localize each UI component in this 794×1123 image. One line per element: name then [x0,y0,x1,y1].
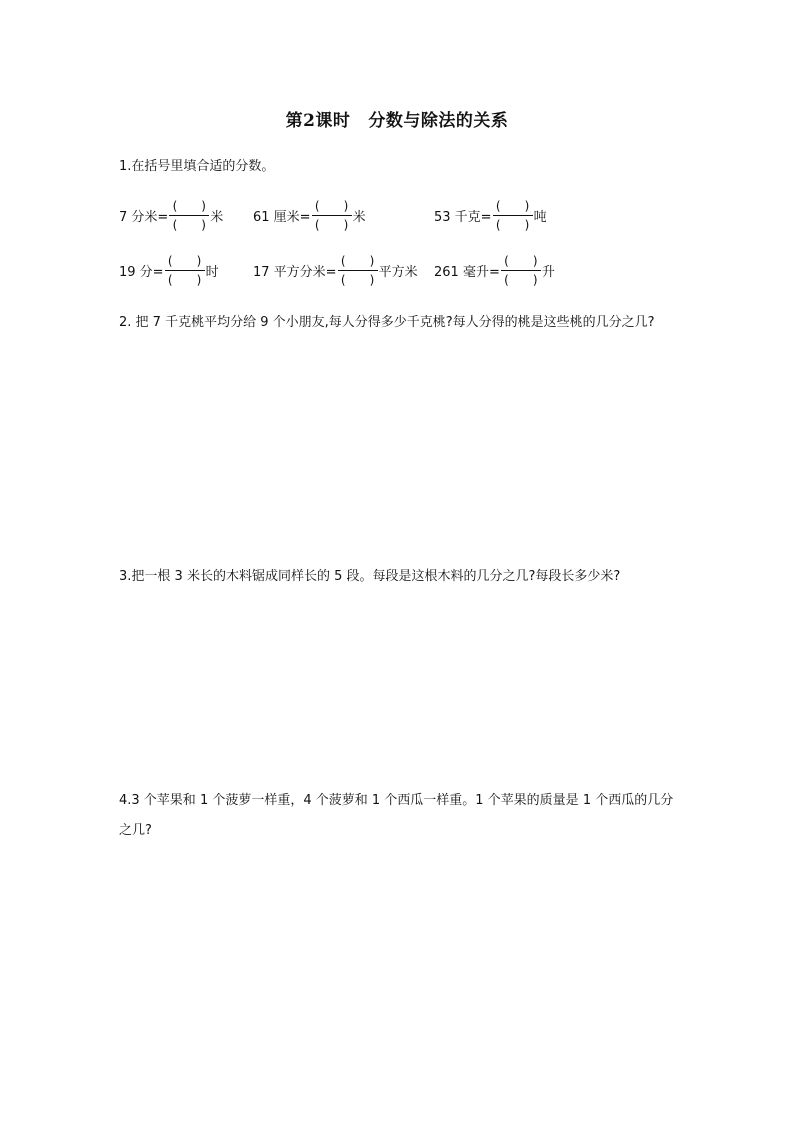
item-unit: 升 [541,264,555,280]
item-prefix: 17 平方分米= [253,264,337,280]
denominator-blank[interactable]: ( ) [314,217,349,232]
denominator-blank[interactable]: ( ) [340,272,375,287]
fraction-blank[interactable] [501,248,541,292]
fraction-blank[interactable] [165,248,205,292]
item-unit: 米 [352,209,366,225]
conversion-item-1 [119,193,223,237]
denominator-blank[interactable]: ( ) [504,272,538,287]
fraction-blank[interactable] [493,193,533,237]
numerator-blank[interactable]: ( ) [172,198,206,213]
item-prefix: 261 毫升= [434,264,500,280]
conversion-item-3 [434,193,547,237]
numerator-blank[interactable]: ( ) [504,253,538,268]
lesson-topic: 分数与除法的关系 [368,111,509,131]
conversion-item-6 [434,248,555,292]
conversion-item-5 [253,248,418,292]
numerator-blank[interactable]: ( ) [495,198,530,213]
denominator-blank[interactable]: ( ) [495,217,530,232]
denominator-blank[interactable]: ( ) [167,272,202,287]
item-unit: 米 [210,209,224,225]
question-3-text: 3.把一根 3 米长的木料锯成同样长的 5 段。每段是这根木料的几分之几?每段长多少米? [119,569,621,584]
item-unit: 平方米 [378,264,418,280]
item-prefix: 53 千克= [434,209,492,225]
page-title [0,106,794,131]
numerator-blank[interactable]: ( ) [167,253,202,268]
numerator-blank[interactable]: ( ) [314,198,349,213]
question-2-text: 2. 把 7 千克桃平均分给 9 个小朋友,每人分得多少千克桃?每人分得的桃是这些桃的几分之几? [119,315,655,330]
fraction-row-1 [0,193,794,237]
lesson-number: 第2课时 [285,111,351,131]
item-unit: 时 [205,264,219,280]
item-prefix: 19 分= [119,264,164,280]
fraction-row-2 [0,248,794,292]
fraction-blank[interactable] [312,193,352,237]
item-prefix: 7 分米= [119,209,169,225]
numerator-blank[interactable]: ( ) [340,253,375,268]
item-unit: 吨 [533,209,547,225]
question-1-prompt: 1.在括号里填合适的分数。 [119,159,275,174]
denominator-blank[interactable]: ( ) [172,217,206,232]
item-prefix: 61 厘米= [253,209,311,225]
fraction-blank[interactable] [169,193,209,237]
conversion-item-4 [119,248,219,292]
fraction-blank[interactable] [338,248,378,292]
question-4-text: 4.3 个苹果和 1 个菠萝一样重，4 个菠萝和 1 个西瓜一样重。1 个苹果的质量是 1 个西瓜的几分之几? [119,793,674,838]
conversion-item-2 [253,193,366,237]
